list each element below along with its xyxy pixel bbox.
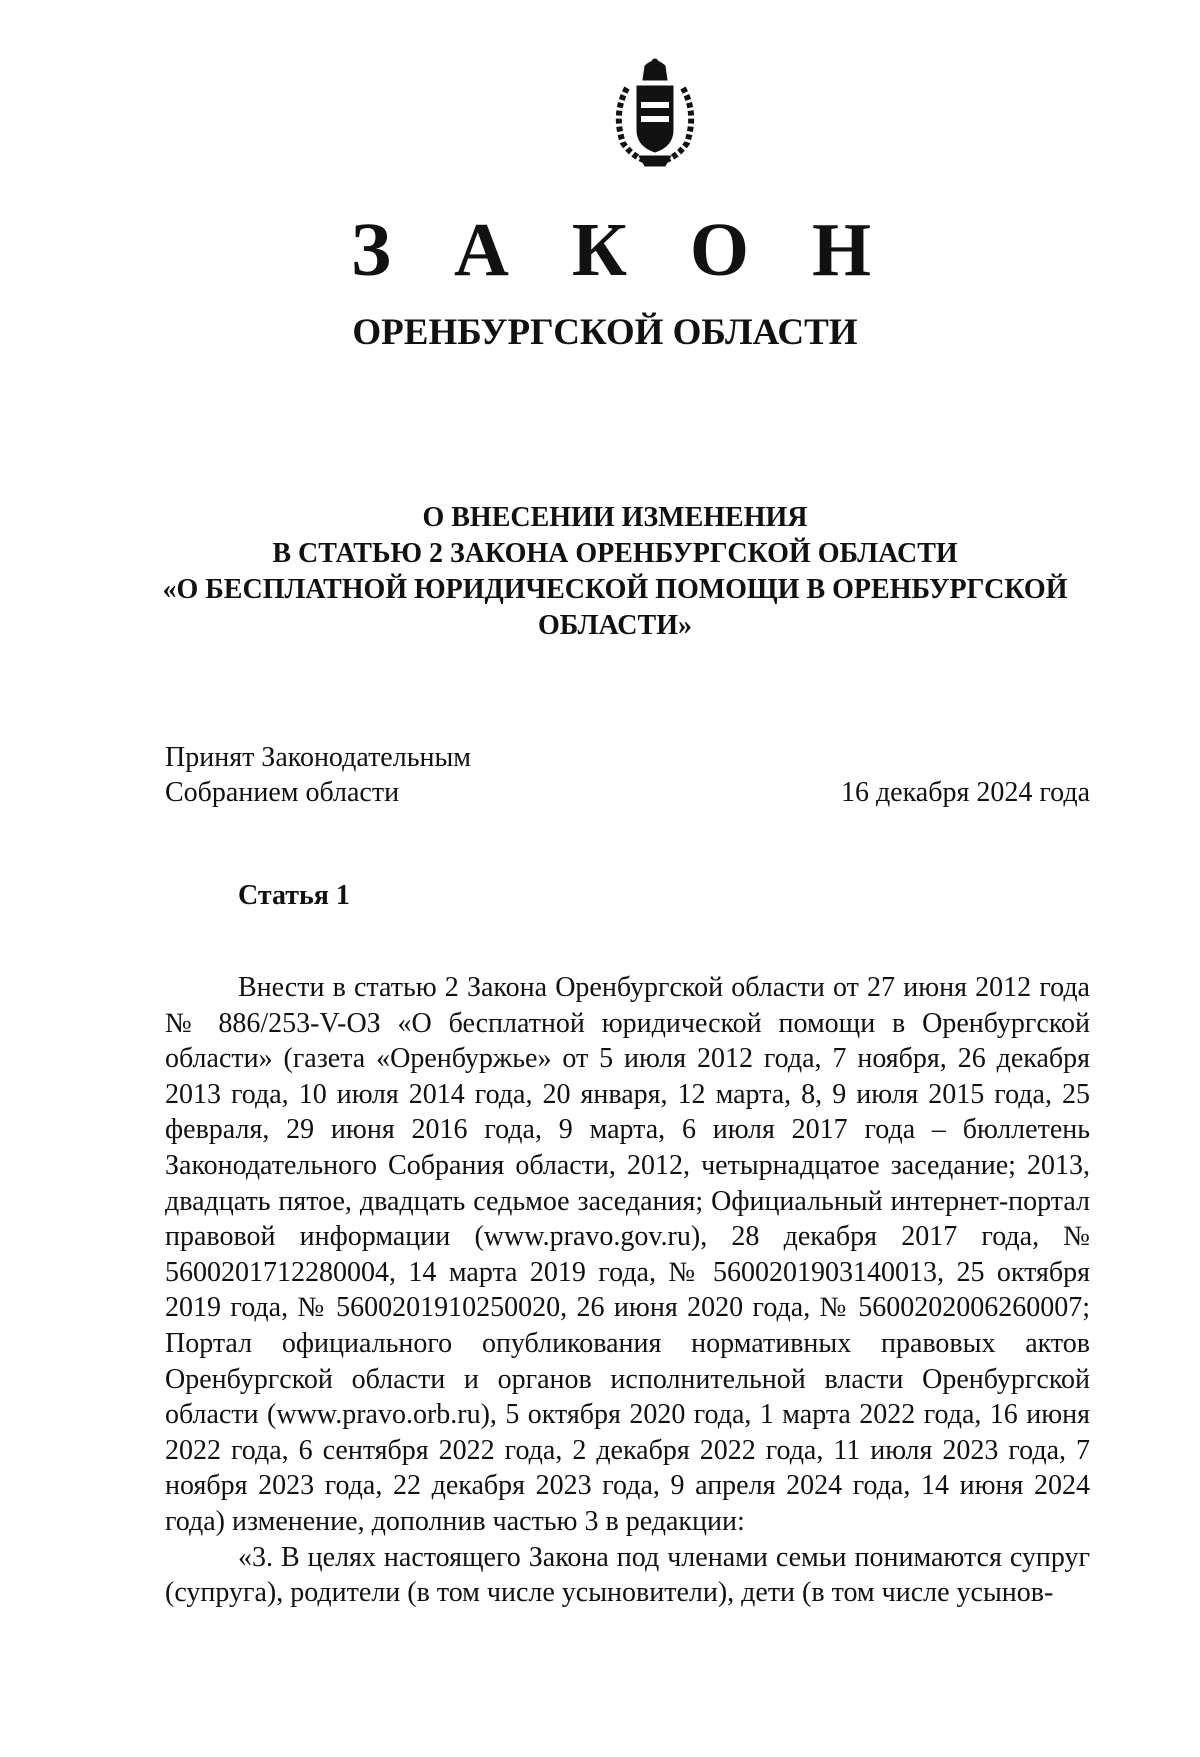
law-heading-line: «О БЕСПЛАТНОЙ ЮРИДИЧЕСКОЙ ПОМОЩИ В ОРЕНБУРГСКОЙ	[162, 574, 1068, 605]
adoption-line: Принят Законодательным	[165, 742, 471, 773]
coat-of-arms-emblem	[605, 58, 705, 168]
article-title: Статья 1	[238, 880, 350, 911]
document-title: З А К О Н	[350, 208, 894, 292]
law-heading	[150, 500, 1080, 644]
document-subtitle: ОРЕНБУРГСКОЙ ОБЛАСТИ	[352, 312, 858, 353]
law-heading-line: ОБЛАСТИ»	[538, 610, 692, 641]
adoption-date: 16 декабря 2024 года	[840, 777, 1090, 808]
article-paragraph: Внести в статью 2 Закона Оренбургской области от 27 июня 2012 года № 886/253-V-ОЗ «О бесплатной юридической помощи в Оренбургской области» (газета «Оренбуржье» от 5 июля 2012 года, 7 ноября, 26 декабря 2013 года, 10 июля 2014 года, 20 января, 12 марта, 8, 9 июля 2015 года, 25 февраля, 29 июня 2016 года, 9 марта, 6 июля 2017 года – бюллетень Законодательного Собрания области, 2012, четырнадцатое заседание; 2013, двадцать пятое, двадцать седьмое заседания; Официальный интернет-портал правовой информации (www.pravo.gov.ru), 28 декабря 2017 года, № 5600201712280004, 14 марта 2019 года, № 5600201903140013, 25 октября 2019 года, № 5600201910250020, 26 июня 2020 года, № 5600202006260007; Портал официального опубликования нормативных правовых актов Оренбургской области и органов исполнительной власти Оренбургской области (www.pravo.orb.ru), 5 октября 2020 года, 1 марта 2022 года, 16 июня 2022 года, 6 сентября 2022 года, 2 декабря 2022 года, 11 июля 2023 года, 7 ноября 2023 года, 22 декабря 2023 года, 9 апреля 2024 года, 14 июня 2024 года) изменение, дополнив частью 3 в редакции:	[165, 972, 1090, 1537]
article-body	[165, 970, 1090, 1611]
article-paragraph: «3. В целях настоящего Закона под членами семьи понимаются супруг (супруга), родители (в том числе усыновители), дети (в том числе усынов-	[165, 1541, 1090, 1609]
law-heading-line: В СТАТЬЮ 2 ЗАКОНА ОРЕНБУРГСКОЙ ОБЛАСТИ	[272, 538, 958, 569]
adoption-note	[165, 740, 471, 810]
adoption-line: Собранием области	[165, 777, 400, 808]
law-heading-line: О ВНЕСЕНИИ ИЗМЕНЕНИЯ	[422, 502, 808, 533]
